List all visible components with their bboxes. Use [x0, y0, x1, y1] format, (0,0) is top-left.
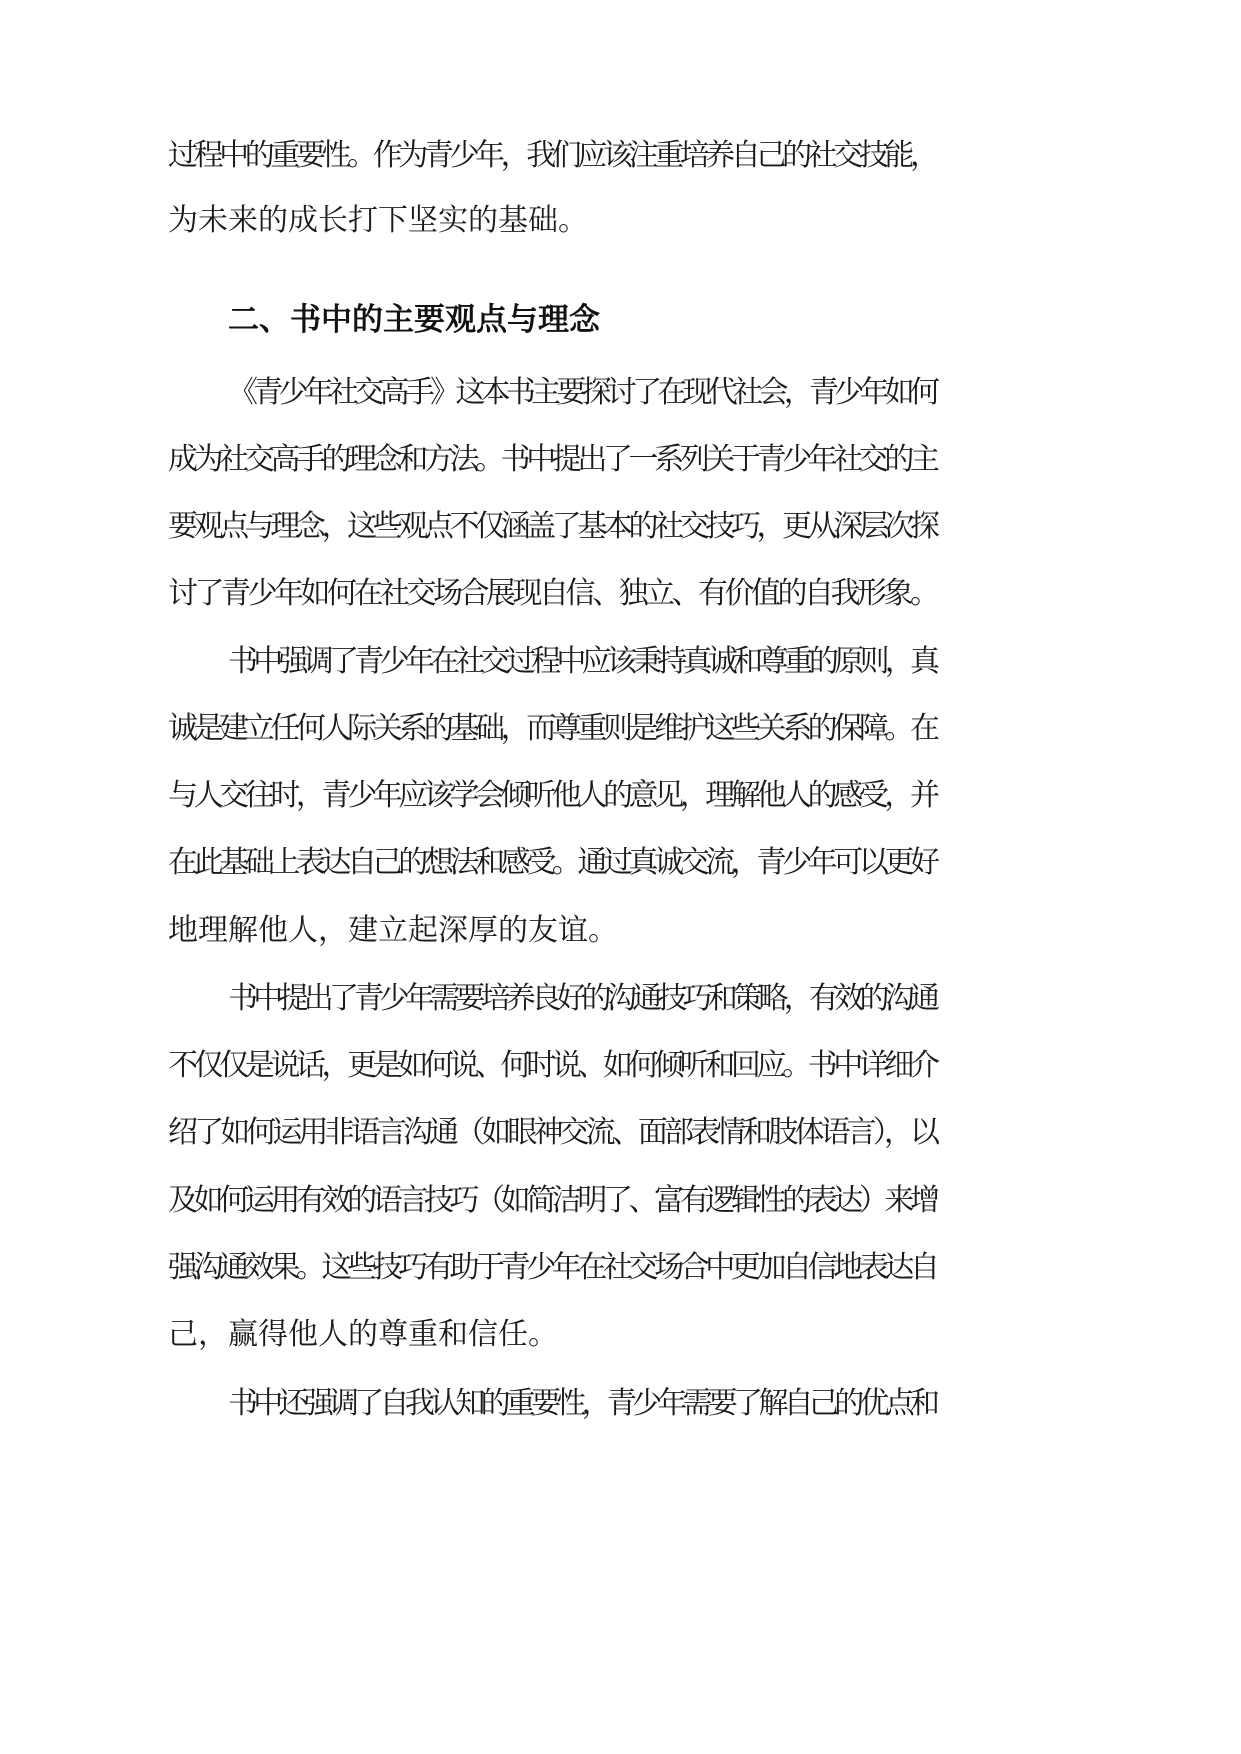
intro-line-2: 为未来的成长打下坚实的基础。 [168, 203, 588, 238]
p3-line-3: 绍了如何运用非语言沟通（如眼神交流、面部表情和肢体语言），以 [168, 1115, 937, 1150]
p1-line-2: 成为社交高手的理念和方法。书中提出了一系列关于青少年社交的主 [168, 442, 936, 477]
p2-line-4: 在此基础上表达自己的想法和感受。通过真诚交流，青少年可以更好 [168, 845, 936, 880]
p2-line-2: 诚是建立任何人际关系的基础，而尊重则是维护这些关系的保障。在 [168, 711, 936, 746]
text-line [0, 841, 1241, 885]
p3-line-1: 书中提出了青少年需要培养良好的沟通技巧和策略，有效的沟通 [228, 981, 936, 1016]
p2-line-1: 书中强调了青少年在社交过程中应该秉持真诚和尊重的原则，真 [228, 644, 936, 679]
section-heading: 二、书中的主要观点与理念 [228, 302, 600, 338]
p1-line-1: 《青少年社交高手》这本书主要探讨了在现代社会，青少年如何 [228, 375, 936, 410]
text-line [0, 438, 1241, 482]
text-line [0, 640, 1241, 684]
text-line [0, 572, 1241, 616]
text-line [0, 774, 1241, 818]
p2-line-5: 地理解他人，建立起深厚的友谊。 [168, 913, 618, 948]
text-line [0, 1179, 1241, 1223]
p3-line-2: 不仅仅是说话，更是如何说、何时说、如何倾听和回应。书中详细介 [168, 1048, 936, 1083]
text-line [0, 909, 1241, 953]
text-line [0, 1044, 1241, 1088]
p3-line-4: 及如何运用有效的语言技巧（如简洁明了、富有逻辑性的表达）来增 [168, 1183, 936, 1218]
text-line [0, 1313, 1241, 1357]
text-line [0, 134, 1241, 178]
p1-line-3: 要观点与理念，这些观点不仅涵盖了基本的社交技巧，更从深层次探 [168, 509, 936, 544]
text-line [0, 1246, 1241, 1290]
text-line [0, 371, 1241, 415]
p2-line-3: 与人交往时，青少年应该学会倾听他人的意见，理解他人的感受，并 [168, 778, 936, 813]
p3-line-5: 强沟通效果。这些技巧有助于青少年在社交场合中更加自信地表达自 [168, 1250, 936, 1285]
section-heading-row [0, 298, 1241, 342]
intro-line-1: 过程中的重要性。作为青少年，我们应该注重培养自己的社交技能， [168, 138, 936, 173]
text-line [0, 707, 1241, 751]
p4-line-1: 书中还强调了自我认知的重要性，青少年需要了解自己的优点和 [228, 1386, 936, 1421]
p3-line-6: 己，赢得他人的尊重和信任。 [168, 1317, 558, 1352]
text-line [0, 505, 1241, 549]
p1-line-4: 讨了青少年如何在社交场合展现自信、独立、有价值的自我形象。 [168, 576, 937, 611]
text-line [0, 1382, 1241, 1426]
text-line [0, 1111, 1241, 1155]
text-line [0, 977, 1241, 1021]
text-line [0, 199, 1241, 243]
